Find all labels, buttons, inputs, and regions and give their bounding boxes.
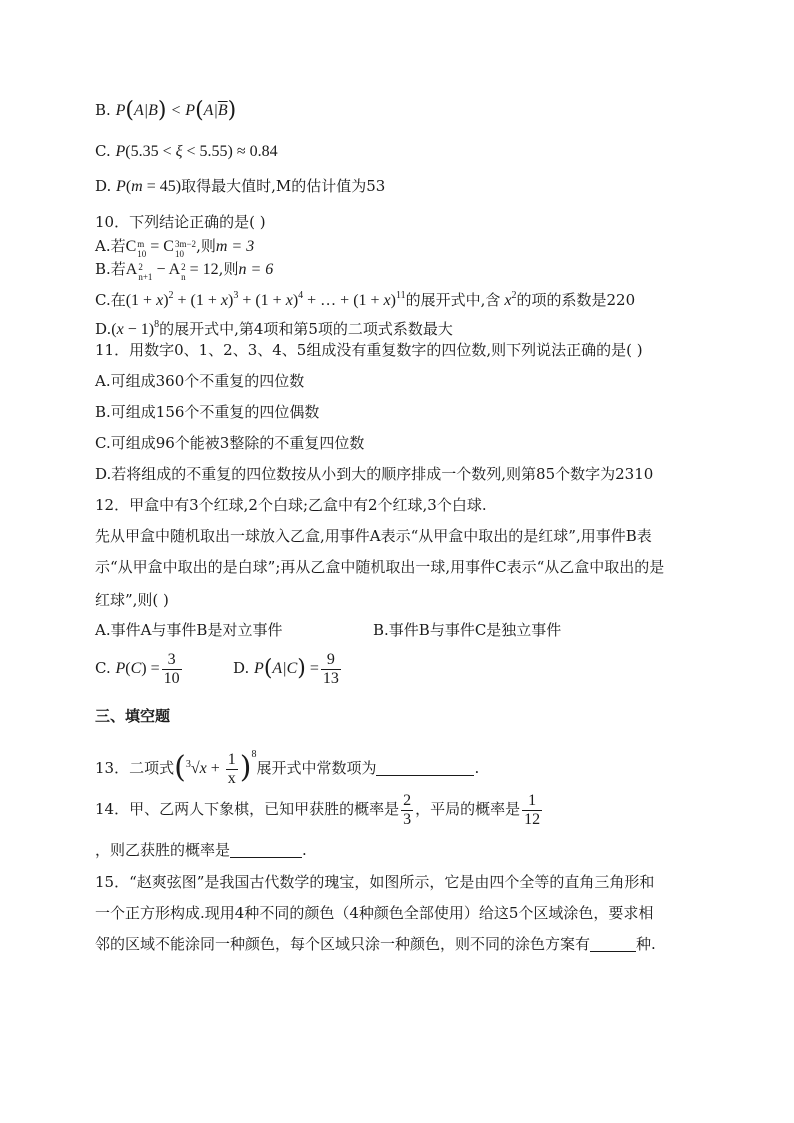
option-label: C. xyxy=(95,659,111,677)
denominator: 3 xyxy=(403,810,412,828)
q10-stem: 10．下列结论正确的是( ) xyxy=(95,213,266,231)
q11-stem: 11．用数字0、1、2、3、4、5组成没有重复数字的四位数,则下列说法正确的是( ) xyxy=(95,341,643,359)
q13-pre: 13．二项式 xyxy=(95,759,175,777)
q10-option-a xyxy=(95,236,254,259)
q14-mid: ，平局的概率是 xyxy=(415,800,521,818)
q14-line2-text: ，则乙获胜的概率是 xyxy=(95,841,231,859)
q9c-value: 0.84 xyxy=(249,143,278,160)
q15-line1: 15．“赵爽弦图”是我国古代数学的瑰宝，如图所示，它是由四个全等的直角三角形和 xyxy=(95,873,655,891)
q9-option-c xyxy=(95,141,278,162)
q13 xyxy=(95,736,479,788)
fraction xyxy=(321,651,341,688)
q10a-result: m = 3 xyxy=(215,238,255,255)
q12-stem: 12．甲盒中有3个红球,2个白球;乙盒中有2个红球,3个白球. xyxy=(95,496,487,514)
formula-q9d: P(m = 45) xyxy=(116,178,182,195)
q11-option-d: D.若将组成的不重复的四位数按从小到大的顺序排成一个数列,则第85个数字为2310 xyxy=(95,465,654,483)
q12-line3: 示“从甲盒中取出的是白球”;再从乙盒中随机取出一球,用事件C表示“从乙盒中取出的是 xyxy=(95,558,665,576)
q12-line4: 红球”,则( ) xyxy=(95,591,169,609)
q15-line3 xyxy=(95,934,656,954)
option-label: B. xyxy=(95,101,111,119)
numerator: 3 xyxy=(162,651,182,670)
period: . xyxy=(474,759,480,777)
fraction xyxy=(401,792,413,829)
q15-end: 种. xyxy=(636,935,656,953)
q14-pre: 14．甲、乙两人下象棋，已知甲获胜的概率是 xyxy=(95,800,400,818)
q12-line2: 先从甲盒中随机取出一球放入乙盒,用事件A表示“从甲盒中取出的是红球”,用事件B表 xyxy=(95,527,652,545)
section-heading: 三、填空题 xyxy=(95,707,171,725)
formula-q9c: P(5.35 < ξ < 5.55) ≈ xyxy=(115,143,246,160)
formula-x2: $x^2$ xyxy=(500,290,517,309)
numerator: 9 xyxy=(321,651,341,670)
q9-option-d xyxy=(95,176,385,197)
option-label: C.在 xyxy=(95,291,126,309)
denominator: 12 xyxy=(524,810,541,828)
option-label: D. xyxy=(95,177,112,195)
formula-q10b: A 2 n+1 − A 2 n xyxy=(125,261,186,282)
q12-option-c xyxy=(95,650,184,688)
q9-option-b xyxy=(95,100,236,121)
q10b-tail: ,则 xyxy=(218,260,239,278)
q15-line2: 一个正方形构成.现用4种不同的颜色（4种颜色全部使用）给这5个区域涂色，要求相 xyxy=(95,904,654,922)
q15-line3-text: 邻的区域不能涂同一种颜色，每个区域只涂一种颜色，则不同的涂色方案有 xyxy=(95,935,591,953)
q9d-text: 取得最大值时,M的估计值为53 xyxy=(181,177,386,195)
answer-blank[interactable] xyxy=(230,843,302,858)
q10c-text1: 的展开式中,含 xyxy=(405,291,501,309)
q14-line2 xyxy=(95,840,307,860)
q12-option-b: B.事件B与事件C是独立事件 xyxy=(373,621,562,639)
fraction xyxy=(522,792,542,829)
q12-option-a: A.事件A与事件B是对立事件 xyxy=(95,621,283,639)
formula-q13: ($^3$√x + $\frac{1}{x}$ )$^8$ xyxy=(174,749,257,787)
q13-post: 展开式中常数项为 xyxy=(256,759,377,777)
q10-option-c xyxy=(95,286,635,311)
q10d-text: 的展开式中,第4项和第5项的二项式系数最大 xyxy=(159,320,453,338)
option-label: C. xyxy=(95,142,111,160)
formula-q10a: C m 10 = C 3m−2 10 xyxy=(125,238,197,259)
formula-q12d: P(A|C) = xyxy=(254,656,319,681)
q11-option-a: A.可组成360个不重复的四位数 xyxy=(95,372,305,390)
option-label: D. xyxy=(233,659,250,677)
formula-q10d: $(x - 1)^8$ xyxy=(111,319,160,338)
fraction xyxy=(162,651,182,688)
formula-q9b: $P(A|B) < P(A|\overline{B})$ xyxy=(115,98,237,123)
q14 xyxy=(95,790,544,829)
option-label: A.若 xyxy=(95,237,126,255)
denominator: 13 xyxy=(322,669,339,687)
q10b-mid: = 12 xyxy=(189,261,219,278)
denominator: 10 xyxy=(163,669,180,687)
numerator: 1 xyxy=(522,792,542,811)
q11-option-c: C.可组成96个能被3整除的不重复四位数 xyxy=(95,434,365,452)
period: . xyxy=(302,841,307,859)
q10-option-d xyxy=(95,315,453,340)
numerator: 2 xyxy=(403,791,412,809)
answer-blank[interactable] xyxy=(590,937,636,952)
q12-option-d xyxy=(233,650,343,688)
q10a-tail: ,则 xyxy=(196,237,216,255)
option-label: D. xyxy=(95,320,112,338)
option-label: B.若 xyxy=(95,260,126,278)
q10c-text2: 的项的系数是220 xyxy=(516,291,636,309)
answer-blank[interactable] xyxy=(376,761,474,776)
q11-option-b: B.可组成156个不重复的四位偶数 xyxy=(95,403,320,421)
q10b-result: n = 6 xyxy=(238,261,274,278)
q10-option-b xyxy=(95,259,273,282)
formula-q12c: P(C) = xyxy=(115,660,160,677)
formula-q10c: $(1 + x)^2 + (1 + x)^3 + (1 + x)^4$ + … + $(1 + x)^{11}$ xyxy=(125,290,406,309)
